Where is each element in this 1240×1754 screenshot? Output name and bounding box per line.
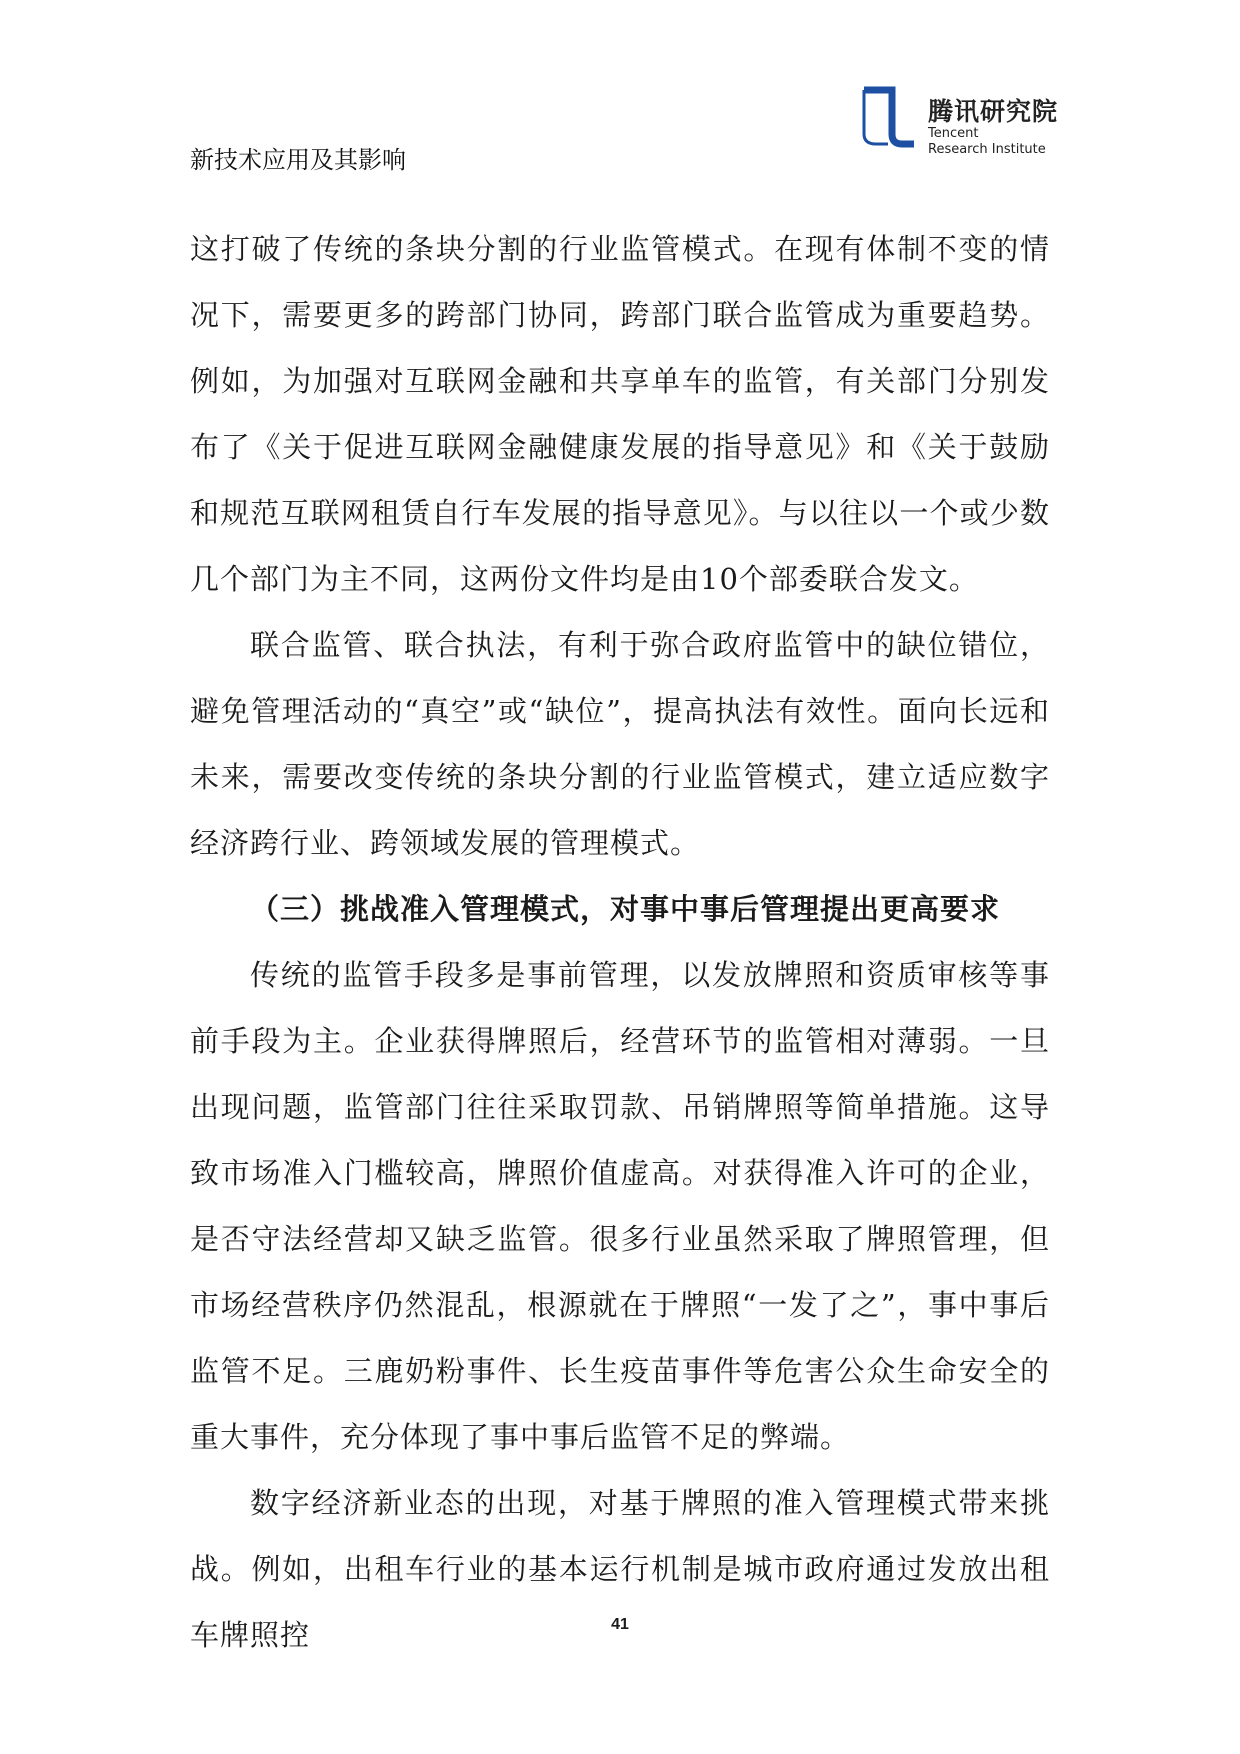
logo-mark-icon xyxy=(858,86,920,150)
paragraph-2: 联合监管、联合执法，有利于弥合政府监管中的缺位错位，避免管理活动的“真空”或“缺位”，提高执法有效性。面向长远和未来，需要改变传统的条块分割的行业监管模式，建立适应数字经济跨行业、跨领域发展的管理模式。 xyxy=(190,628,1050,860)
document-header-title: 新技术应用及其影响 xyxy=(190,146,406,174)
page-number: 41 xyxy=(611,1616,629,1633)
paragraph-3: 传统的监管手段多是事前管理，以发放牌照和资质审核等事前手段为主。企业获得牌照后，经营环节的监管相对薄弱。一旦出现问题，监管部门往往采取罚款、吊销牌照等简单措施。这导致市场准入门槛较高，牌照价值虚高。对获得准入许可的企业，是否守法经营却又缺乏监管。很多行业虽然采取了牌照管理，但市场经营秩序仍然混乱，根源就在于牌照“一发了之”，事中事后监管不足。三鹿奶粉事件、长生疫苗事件等危害公众生命安全的重大事件，充分体现了事中事后监管不足的弊端。 xyxy=(190,958,1050,1454)
paragraph-1: 这打破了传统的条块分割的行业监管模式。在现有体制不变的情况下，需要更多的跨部门协同，跨部门联合监管成为重要趋势。例如，为加强对互联网金融和共享单车的监管，有关部门分别发布了《关于促进互联网金融健康发展的指导意见》和《关于鼓励和规范互联网租赁自行车发展的指导意见》。与以往以一个或少数几个部门为主不同，这两份文件均是由10个部委联合发文。 xyxy=(190,232,1050,596)
logo-english-line2: Research Institute xyxy=(928,142,1046,157)
section-heading: （三）挑战准入管理模式，对事中事后管理提出更高要求 xyxy=(250,892,1001,926)
tencent-research-logo xyxy=(858,86,1088,162)
logo-english-line1: Tencent xyxy=(928,126,979,141)
page-content xyxy=(190,216,1050,1668)
logo-chinese-name: 腾讯研究院 xyxy=(928,97,1059,126)
paragraph-4: 数字经济新业态的出现，对基于牌照的准入管理模式带来挑战。例如，出租车行业的基本运行机制是城市政府通过发放出租车牌照控 xyxy=(190,1486,1050,1652)
